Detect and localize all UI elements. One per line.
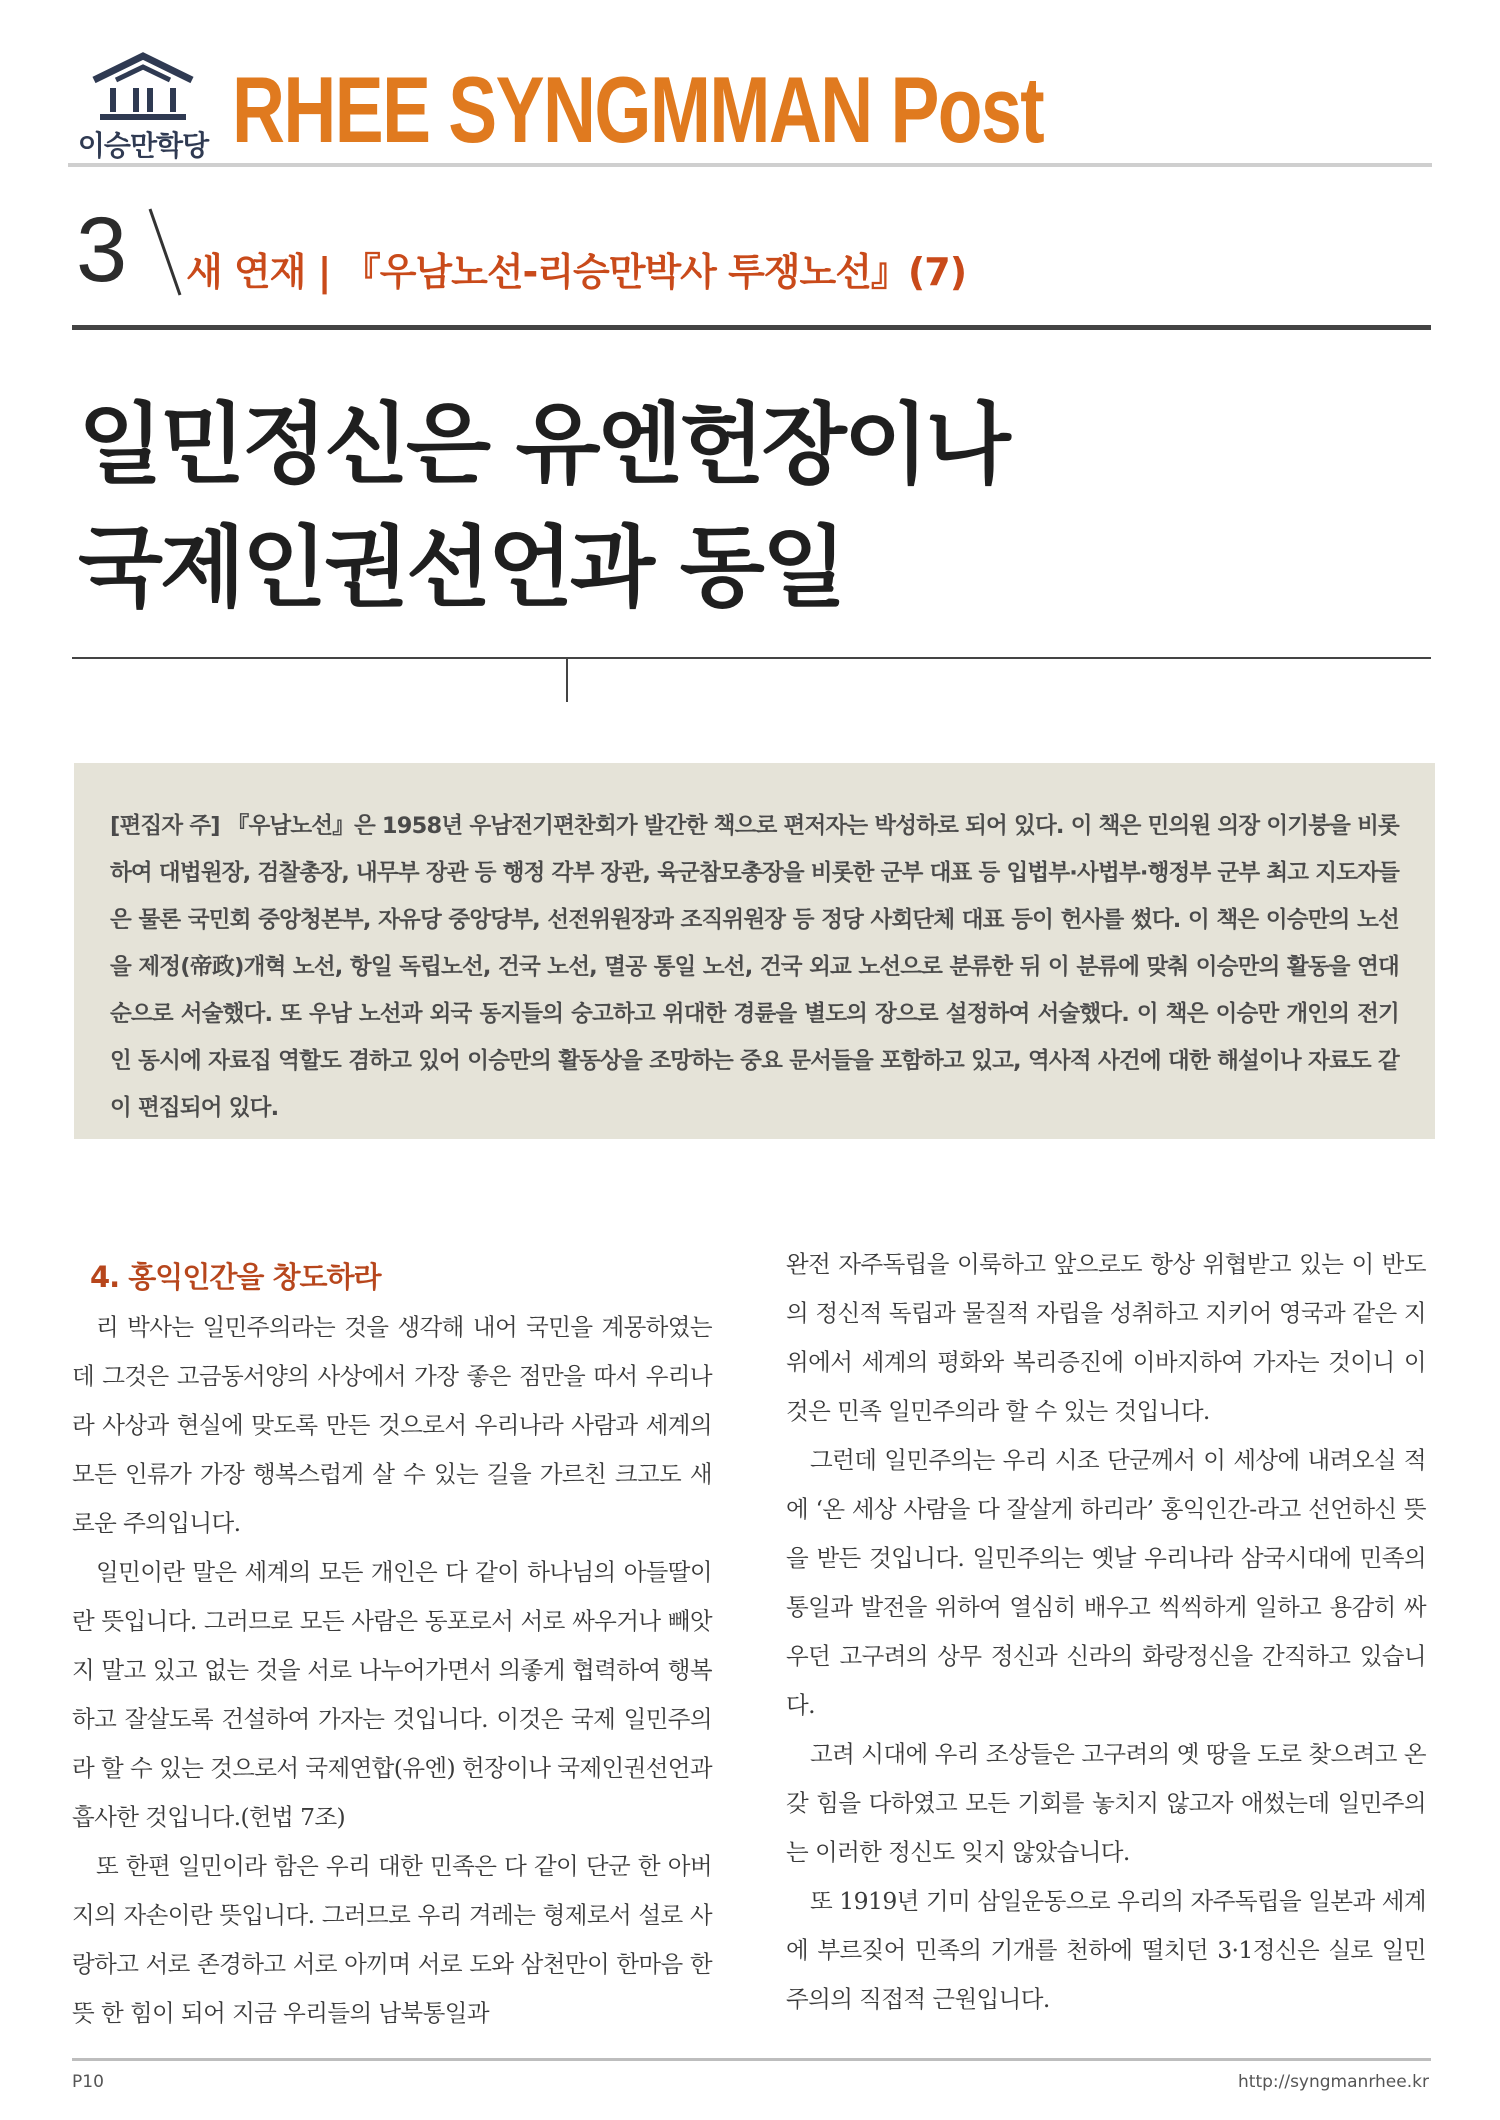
section-number: 3: [76, 199, 128, 301]
headline-divider: [72, 657, 1431, 659]
headline-line-2: 국제인권선언과 동일: [78, 516, 844, 619]
editor-note-text: [편집자 주] 『우남노선』은 1958년 우남전기편찬회가 발간한 책으로 편저자는 박성하로 되어 있다. 이 책은 민의원 의장 이기붕을 비롯하여 대법원장, 검찰총장, 내무부 장관 등 행정 각부 장관, 육군참모총장을 비롯한 군부 대표 등 입법부·사법부·행정부 군부 최고 지도자들은 물론 국민회 중앙청본부, 자유당 중앙당부, 선전위원장과 조직위원장 등 정당 사회단체 대표 등이 헌사를 썼다. 이 책은 이승만의 노선을 제정(帝政)개혁 노선, 항일 독립노선, 건국 노선, 멸공 통일 노선, 건국 외교 노선으로 분류한 뒤 이 분류에 맞춰 이승만의 활동을 연대순으로 서술했다. 또 우남 노선과 외국 동지들의 숭고하고 위대한 경륜을 별도의 장으로 설정하여 서술했다. 이 책은 이승만 개인의 전기인 동시에 자료집 역할도 겸하고 있어 이승만의 활동상을 조망하는 중요 문서들을 포함하고 있고, 역사적 사건에 대한 해설이나 자료도 같이 편집되어 있다.: [110, 813, 1399, 1121]
article-subheading: 4. 홍익인간을 창도하라: [90, 1260, 381, 1294]
headline-line-1: 일민정신은 유엔헌장이나: [78, 393, 1008, 496]
article-column-left: [72, 1240, 712, 2038]
article-headline: [78, 383, 1008, 629]
series-separator: |: [317, 250, 331, 294]
series-divider: [72, 325, 1431, 330]
series-tag: 새 연재: [186, 250, 306, 294]
editor-note-box: [74, 763, 1435, 1139]
divider-tick: [566, 658, 568, 702]
series-title: 『우남노선-리승만박사 투쟁노선』(7): [342, 250, 967, 294]
masthead-logo[interactable]: [68, 50, 218, 162]
series-label: [186, 248, 966, 296]
school-building-icon: [90, 50, 196, 122]
body-paragraph: 고려 시대에 우리 조상들은 고구려의 옛 땅을 도로 찾으려고 온갖 힘을 다하였고 모든 기회를 놓치지 않고자 애썼는데 일민주의는 이러한 정신도 잊지 않았습니다.: [786, 1740, 1426, 1866]
website-link[interactable]: http://syngmanrhee.kr: [1238, 2072, 1429, 2092]
body-paragraph: 일민이란 말은 세계의 모든 개인은 다 같이 하나님의 아들딸이란 뜻입니다. 그러므로 모든 사람은 동포로서 서로 싸우거나 빼앗지 말고 있고 없는 것을 서로 나누어가면서 의좋게 협력하여 행복하고 잘살도록 건설하여 가자는 것입니다. 이것은 국제 일민주의라 할 수 있는 것으로서 국제연합(유엔) 헌장이나 국제인권선언과 흡사한 것입니다.(헌법 7조): [72, 1558, 712, 1831]
body-paragraph: 그런데 일민주의는 우리 시조 단군께서 이 세상에 내려오실 적에 ‘온 세상 사람을 다 잘살게 하리라’ 홍익인간-라고 선언하신 뜻을 받든 것입니다. 일민주의는 옛날 우리나라 삼국시대에 민족의 통일과 발전을 위하여 열심히 배우고 씩씩하게 일하고 용감히 싸우던 고구려의 상무 정신과 신라의 화랑정신을 간직하고 있습니다.: [786, 1446, 1426, 1719]
header-divider: [68, 163, 1432, 167]
publication-title: RHEE SYNGMMAN Post: [232, 57, 1044, 162]
logo-text: 이승만학당: [77, 129, 209, 162]
body-paragraph: 완전 자주독립을 이룩하고 앞으로도 항상 위협받고 있는 이 반도의 정신적 독립과 물질적 자립을 성취하고 지키어 영국과 같은 지위에서 세계의 평화와 복리증진에 이바지하여 가자는 것이니 이것은 민족 일민주의라 할 수 있는 것입니다.: [786, 1250, 1426, 1425]
body-paragraph: 또 1919년 기미 삼일운동으로 우리의 자주독립을 일본과 세계에 부르짖어 민족의 기개를 천하에 떨치던 3·1정신은 실로 일민주의의 직접적 근원입니다.: [786, 1887, 1426, 2013]
article-column-right: [786, 1240, 1426, 2024]
body-paragraph: 리 박사는 일민주의라는 것을 생각해 내어 국민을 계몽하였는데 그것은 고금동서양의 사상에서 가장 좋은 점만을 따서 우리나라 사상과 현실에 맞도록 만든 것으로서 우리나라 사람과 세계의 모든 인류가 가장 행복스럽게 살 수 있는 길을 가르친 크고도 새로운 주의입니다.: [72, 1313, 712, 1537]
body-paragraph: 또 한편 일민이라 함은 우리 대한 민족은 다 같이 단군 한 아버지의 자손이란 뜻입니다. 그러므로 우리 겨레는 형제로서 설로 사랑하고 서로 존경하고 서로 아끼며 서로 도와 삼천만이 한마음 한뜻 한 힘이 되어 지금 우리들의 남북통일과: [72, 1852, 712, 2027]
page-number: P10: [72, 2072, 104, 2092]
backslash-divider-icon: [146, 205, 186, 305]
footer-divider: [72, 2058, 1431, 2061]
